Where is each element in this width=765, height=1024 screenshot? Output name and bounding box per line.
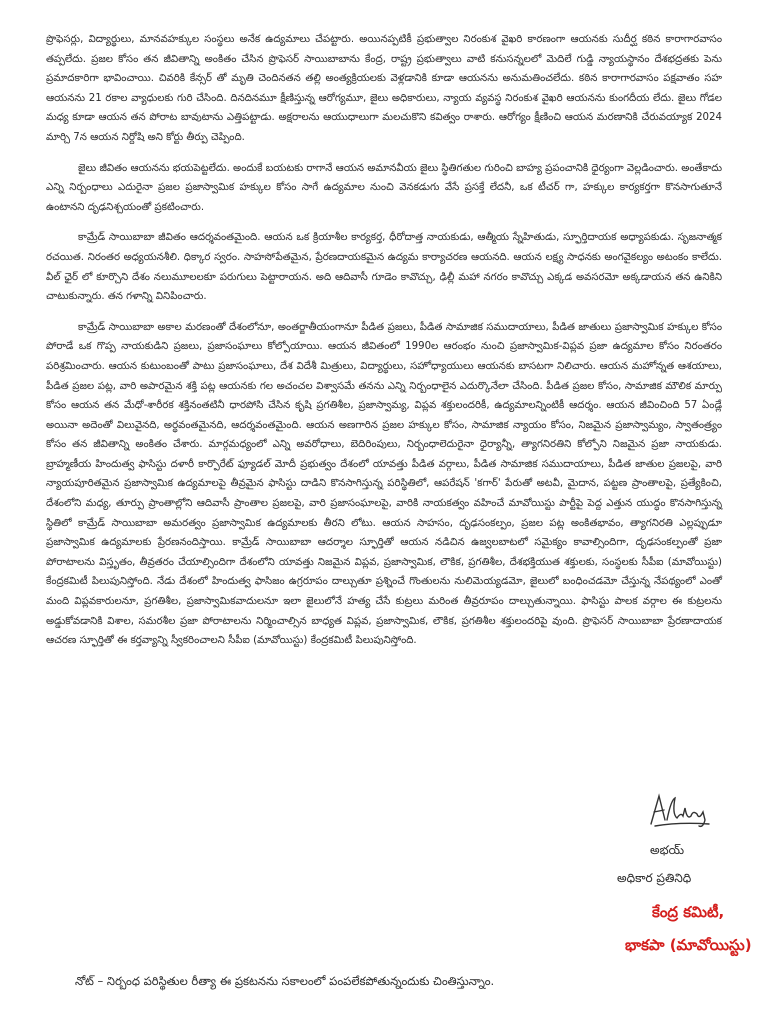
signatory-committee: కేంద్ర కమిటీ, <box>652 903 725 921</box>
paragraph-4: కామ్రేడ్ సాయిబాబా అకాల మరణంతో దేశంలోనూ, అంతర్జాతీయంగానూ పీడిత ప్రజలు, పీడిత సామాజిక సముదాయాలు, పీడిత జాతులు ప్రజాస్వామిక హక్కుల కోసం పోరాడే ఒక గొప్ప నాయకుడిని ప్రజలు, ప్రజాసంఘాలు కోల్పోయాయి. ఆయన జీవితంలో 1990ల ఆరంభం నుంచి ప్రజాస్వామిక-విప్లవ ప్రజా ఉద్యమాల కోసం నిరంతరం పరిశ్రమించారు. ఆయన కుటుంబంతో పాటు ప్రజాసంఘాలు, దేశ విదేశీ మిత్రులు, విద్యార్థులు, సహోధ్యాయులు ఆయనకు బాసటగా నిలిచారు. ఆయన మహోన్నత ఆశయాలు, పీడిత ప్రజల పట్ల, వారి అపారమైన శక్తి పట్ల ఆయనకు గల అచంచల విశ్వాసమే తనను ఎన్ని నిర్బంధాలైన ఎదుర్కొనేలా చేసింది. పీడిత ప్రజల కోసం, సామాజిక మౌలిక మార్పు కోసం ఆయన తన మేధో-శారీరక శక్తినంతటినీ ధారపోసి చేసిన కృషి ప్రగతిశీల, ప్రజాస్వామ్య, విప్లవ శక్తులందరికీ, ఉద్యమాలన్నింటికీ ఆదర్శం. ఆయన జీవించింది 57 ఏండ్లే అయినా అదెంతో విలువైనది, అర్థవంతమైనది, ఆదర్శవంతమైంది. ఆయన అణగారిన ప్రజల హక్కుల కోసం, సామాజిక న్యాయం కోసం, నిజమైన ప్రజాస్వామ్యం, స్వాతంత్ర్యం కోసం తన జీవితాన్ని అంకితం చేశారు. మార్గమధ్యంలో ఎన్ని అవరోధాలు, బెదిరింపులు, నిర్బంధాలెదురైనా ధైర్యాన్నీ, త్యాగనిరతిని కోల్పోని నిజమైన ప్రజా నాయకుడు. బ్రాహ్మణీయ హిందుత్వ ఫాసిస్టు దళారీ కార్పొరేట్ ఫ్యూడల్ మోదీ ప్రభుత్వం దేశంలో యావత్తు పీడిత వర్గాలు, పీడిత సామాజిక సముదాయాలు, పీడిత జాతుల ప్రజలపై, వారి న్యాయపూరితమైన ప్రజాస్వామిక ఉద్యమాలపై తీవ్రమైన ఫాసిస్టు దాడిని కొనసాగిస్తున్న పరిస్థితిలో, ఆపరేషన్ 'కగార్' పేరుతో అటవీ, మైదాన, పట్టణ ప్రాంతాలపై, ప్రత్యేకించి, దేశంలోని మధ్య, తూర్పు ప్రాంతాల్లోని ఆదివాసీ ప్రాంతాల ప్రజలపై, వారి ప్రజాసంఘాలపై, వారికి నాయకత్వం వహించే మావోయిస్టు పార్టీపై పెద్ద ఎత్తున యుద్ధం కొనసాగిస్తున్న స్థితిలో కామ్రేడ్ సాయిబాబా అమరత్వం ప్రజాస్వామిక ఉద్యమాలకు తీరని లోటు. ఆయన సాహసం, దృఢసంకల్పం, ప్రజల పట్ల అంకితభావం, త్యాగనిరతి ఎల్లప్పుడూ ప్రజాస్వామిక ఉద్యమాలకు ప్రేరణనందిస్తాయి. కామ్రేడ్ సాయిబాబా ఆదర్శాల స్ఫూర్తితో ఆయన నడిచిన ఉజ్వలబాటలో సమైక్యం కావాల్సిందిగా, దృఢసంకల్పంతో ప్రజా పోరాటాలను విస్తృతం, తీవ్రతరం చేయాల్సిందిగా దేశంలోని యావత్తు నిజమైన విప్లవ, ప్రజాస్వామిక, లౌకిక, ప్రగతిశీల, దేశభక్తియుత శక్తులకు, సంస్థలకు సీపీఐ (మావోయిస్టు) కేంద్రకమిటీ పిలుపునిస్తోంది. నేడు దేశంలో హిందుత్వ ఫాసిజం ఉగ్రరూపం దాల్చుతూ ప్రశ్నించే గొంతులను నులిమెయ్యడమో, జైలులో బంధించడమో చేస్తున్న నేపథ్యంలో ఎంతో మంది విప్లవకారులనూ, ప్రగతిశీల, ప్రజాస్వామికవాదులనూ ఇలా జైలులోనే హత్య చేసే కుట్రలు మరింత తీవ్రరూపం దాల్చుతున్నాయి. ఫాసిస్టు పాలక వర్గాల ఈ కుట్రలను అడ్డుకోవడానికి విశాల, సమరశీల ప్రజా పోరాటాలను నిర్మించాల్సిన బాధ్యత విప్లవ, ప్రజాస్వామిక, లౌకిక, ప్రగతిశీల శక్తులందరిపై వుంది. ప్రొఫెసర్ సాయిబాబా ప్రేరణాదాయక ఆచరణ స్ఫూర్తితో ఈ కర్తవ్యాన్ని స్వీకరించాలని సీపీఐ (మావోయిస్టు) కేంద్రకమిటీ పిలుపునిస్తోంది. <box>46 321 722 647</box>
footnote: నోట్ – నిర్బంధ పరిస్థితుల రీత్యా ఈ ప్రకటనను సకాలంలో పంపలేకపోతున్నందుకు చింతిస్తున్నాం. <box>75 974 495 988</box>
paragraph-3: కామ్రేడ్ సాయిబాబా జీవితం ఆదర్శవంతమైంది. ఆయన ఒక క్రియాశీల కార్యకర్త, ధీరోదాత్త నాయకుడు, ఆత్మీయ స్నేహితుడు, స్ఫూర్తిదాయక అధ్యాపకుడు. సృజనాత్మక రచయిత. నిరంతర అధ్యయనశీలి. ధిక్కార స్వరం. సాహసోపేతమైన, ప్రేరణదాయకమైన ఉద్యమ కార్యాచరణ ఆయనది. ఆయన లక్ష్య సాధనకు అంగవైకల్యం అటంకం కాలేదు. వీల్ ఛైర్ లో కూర్చొని దేశం నలుమూలలకూ పరుగులు పెట్టారాయన. అది ఆదివాసీ గూడెం కావొచ్చు, ఢిల్లీ మహా నగరం కావొచ్చు ఎక్కడ అవసరమో అక్కడాయన తన ఉనికిని చాటుకున్నారు. తన గళాన్ని వినిపించారు. <box>46 232 722 303</box>
handwritten-signature <box>645 790 715 830</box>
signatory-role: అధికార ప్రతినిధి <box>617 871 692 885</box>
paragraph-1: ప్రొఫెసర్లు, విద్యార్థులు, మానవహక్కుల సంస్థలు అనేక ఉద్యమాలు చేపట్టారు. అయినప్పటికీ ప్రభుత్వాల నిరంకుశ వైఖరి కారణంగా ఆయనకు సుదీర్ఘ కఠిన కారాగారవాసం తప్పలేదు. ప్రజల కోసం తన జీవితాన్ని అంకితం చేసిన ప్రొఫెసర్ సాయిబాబాను కేంద్ర, రాష్ట్ర ప్రభుత్వాలు వాటి కనుసన్నలలో మెదిలే గుడ్డి న్యాయస్థానం దేశభద్రతకు పెను ప్రమాదకారిగా భావించాయి. చివరికి కేన్సర్ తో మృతి చెందినతన తల్లి అంత్యక్రియలకు వెళ్లడానికి కూడా ఆయనను అనుమతించలేదు. కఠిన కారాగారవాసం పక్షవాతం సహ ఆయనను 21 రకాల వ్యాధులకు గురి చేసింది. దినదినమూ క్షీణిస్తున్న ఆరోగ్యమూ, జైలు అధికారులు, న్యాయ వ్యవస్థ నిరంకుశ వైఖరి ఆయనను కుంగదీయ లేదు. జైలు గోడల మధ్య కూడా ఆయన తన పోరాట బావుటాను ఎత్తిపట్టాడు. అక్షరాలను ఆయుధాలుగా మలచుకొని కవిత్వం రాశారు. ఆరోగ్యం క్షీణించి ఆయన మరణానికి చేరువయ్యాక 2024 మార్చి 7న ఆయన నిర్దోషి అని కోర్టు తీర్పు చెప్పింది. <box>46 34 722 143</box>
document-body <box>46 30 722 662</box>
signatory-party: భాకపా (మావోయిస్టు) <box>625 936 752 954</box>
signatory-name: అభయ్ <box>650 843 685 857</box>
paragraph-2: జైలు జీవితం ఆయనను భయపెట్టలేదు. అందుకే బయటకు రాగానే ఆయన అమానవీయ జైలు స్థితిగతుల గురించి బాహ్య ప్రపంచానికి ధైర్యంగా వెల్లడించారు. అంతేకాదు ఎన్ని నిర్బంధాలు ఎదురైనా ప్రజల ప్రజాస్వామిక హక్కుల కోసం సాగే ఉద్యమాల నుంచి వెనకడుగు వేసే ప్రసక్తే లేదనీ, ఒక టీచర్ గా, హక్కుల కార్యకర్తగా కొనసాగుతూనే ఉంటానని దృఢనిశ్చయంతో ప్రకటించారు. <box>46 162 722 213</box>
